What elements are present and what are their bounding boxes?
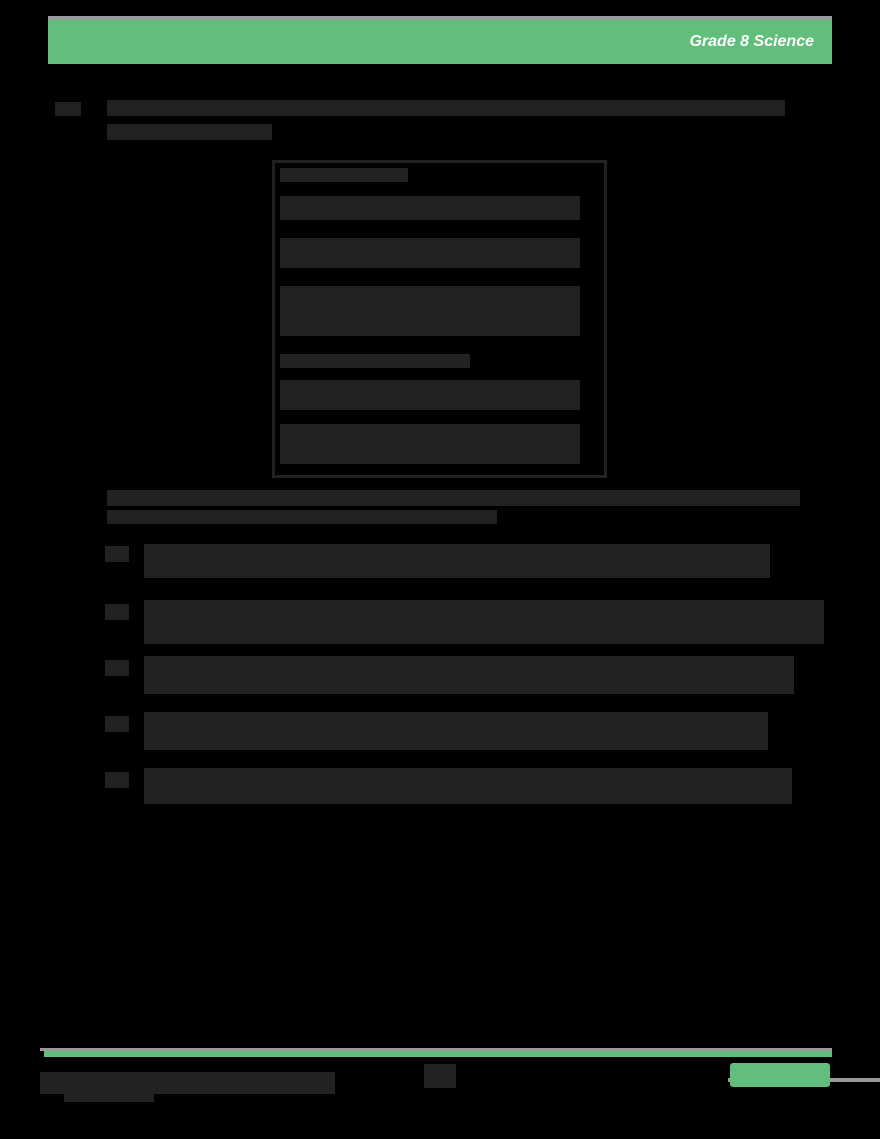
footer-bar [44, 1051, 832, 1057]
question-number [55, 102, 81, 116]
box-step-3 [280, 286, 580, 336]
option-c-text [144, 656, 794, 694]
option-c-letter [105, 660, 129, 676]
box-heading [280, 168, 408, 182]
page-number [424, 1064, 456, 1088]
box-step-1 [280, 196, 580, 220]
go-on-arrow-icon [730, 1063, 830, 1087]
option-d-letter [105, 716, 129, 732]
copyright-text-line-2 [64, 1094, 154, 1102]
header-bar [48, 20, 832, 64]
question-stem-line-1 [107, 100, 785, 116]
box-substep-1 [280, 380, 580, 410]
box-substep-2 [280, 424, 580, 464]
option-e-text [144, 768, 792, 804]
question-stem-line-2 [107, 124, 272, 140]
follow-up-line-2 [107, 510, 497, 524]
follow-up-line-1 [107, 490, 800, 506]
copyright-text [40, 1072, 335, 1094]
option-a-text [144, 544, 770, 578]
option-a-letter [105, 546, 129, 562]
subject-title: Grade 8 Science [689, 33, 814, 50]
option-d-text [144, 712, 768, 750]
option-e-letter [105, 772, 129, 788]
option-b-text [144, 600, 824, 644]
box-step-2 [280, 238, 580, 268]
option-b-letter [105, 604, 129, 620]
box-subheading [280, 354, 470, 368]
